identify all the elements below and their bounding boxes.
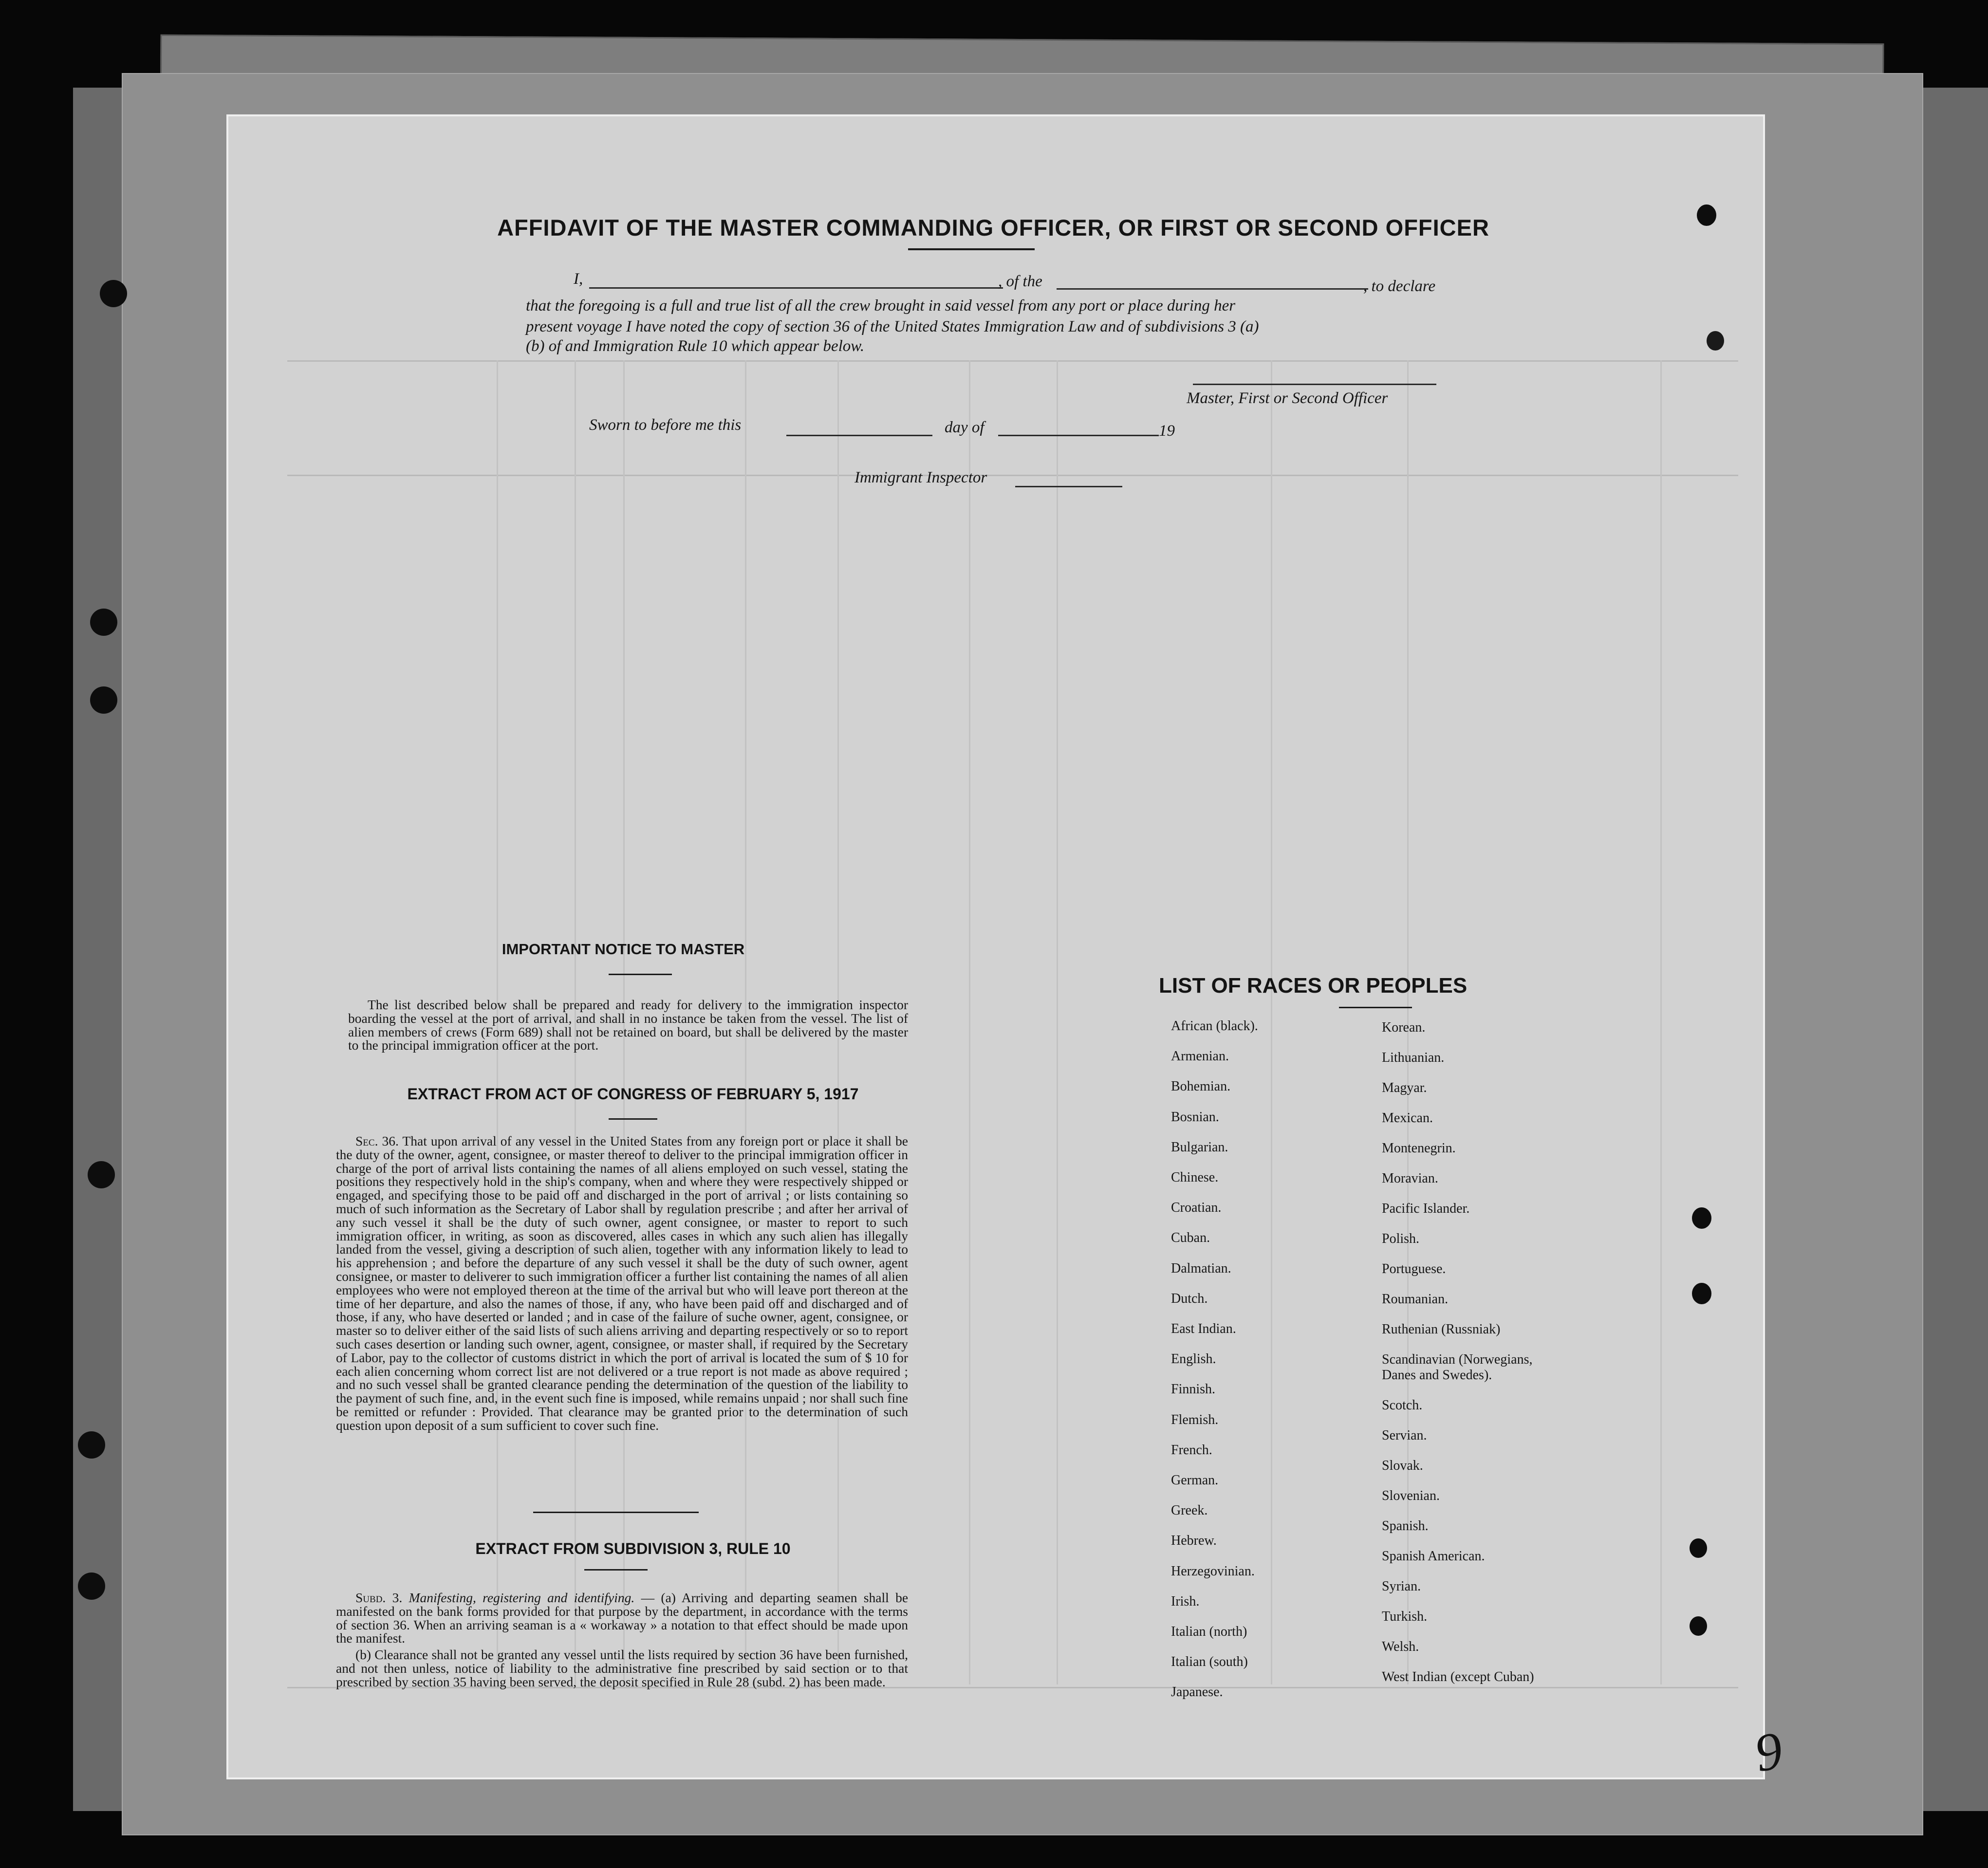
race-item: Korean.	[1382, 1020, 1426, 1035]
race-item: Flemish.	[1171, 1412, 1219, 1427]
title-rule	[908, 248, 1035, 250]
affidavit-line-3: (b) of and Immigration Rule 10 which appear below.	[526, 337, 865, 355]
race-item: Welsh.	[1382, 1639, 1419, 1654]
race-item: Slovenian.	[1382, 1488, 1440, 1503]
rule10-text-a	[336, 1591, 908, 1645]
notice-rule	[609, 974, 672, 975]
race-item: Ruthenian (Russniak)	[1382, 1322, 1501, 1337]
ghost-grid-line	[1271, 360, 1272, 1684]
sworn-month-line[interactable]	[998, 435, 1159, 436]
race-item: Lithuanian.	[1382, 1050, 1445, 1065]
year-prefix: 19	[1159, 422, 1175, 440]
affidavit-to-declare: , to declare	[1363, 277, 1436, 295]
sworn-day-line[interactable]	[786, 435, 932, 436]
punch-hole	[1692, 1207, 1711, 1229]
act-rule	[609, 1118, 657, 1120]
vessel-name-line[interactable]	[1057, 288, 1368, 290]
race-item: Bosnian.	[1171, 1110, 1219, 1125]
rule10-body-a: — (a) Arriving and departing seamen shall be manifested on the bank forms provided for that purpose by the department, in accordance with the terms of section 36. When an arriving seaman is a « workaway » a notation to that effect should be made upon the manifest.	[336, 1590, 909, 1646]
race-item: Dutch.	[1171, 1291, 1208, 1306]
punch-hole	[1690, 1616, 1707, 1636]
punch-hole	[1690, 1538, 1707, 1558]
affidavit-line-1: that the foregoing is a full and true list of all the crew brought in said vessel from any port or place during her	[526, 297, 1236, 314]
affidavit-of-the: , of the	[998, 273, 1042, 290]
race-item: Mexican.	[1382, 1110, 1433, 1126]
race-item: French.	[1171, 1443, 1212, 1458]
race-item: German.	[1171, 1473, 1219, 1488]
act-sec-label: Sec. 36.	[355, 1133, 399, 1148]
affidavit-i-label: I,	[574, 270, 583, 288]
race-item: Moravian.	[1382, 1171, 1438, 1186]
affidavit-line-2: present voyage I have noted the copy of section 36 of the United States Immigration Law and of subdivisions 3 (a)	[526, 318, 1259, 335]
inspector-signature-line[interactable]	[1015, 486, 1122, 487]
corner-number: 9	[1750, 1720, 1787, 1783]
race-item: Scotch.	[1382, 1398, 1423, 1413]
race-item: Magyar.	[1382, 1080, 1427, 1095]
master-signature-line[interactable]	[1193, 384, 1436, 385]
race-item: Herzegovinian.	[1171, 1564, 1255, 1579]
race-item: Irish.	[1171, 1594, 1200, 1609]
binder-hole	[88, 1161, 115, 1188]
race-item: Bulgarian.	[1171, 1140, 1228, 1155]
race-item: Armenian.	[1171, 1049, 1229, 1064]
race-item: Pacific Islander.	[1382, 1201, 1470, 1216]
race-item: Italian (south)	[1171, 1654, 1248, 1669]
day-of-label: day of	[945, 419, 985, 436]
race-item: Spanish.	[1382, 1518, 1429, 1534]
rule10-rule	[584, 1569, 648, 1571]
race-item: English.	[1171, 1351, 1216, 1367]
ghost-grid-line	[969, 360, 970, 1684]
punch-hole	[1692, 1283, 1711, 1304]
race-item: Scandinavian (Norwegians,	[1382, 1352, 1533, 1367]
rule10-text-b: (b) Clearance shall not be granted any vessel until the lists required by section 36 have been furnished, and not then unless, notice of liability to the administrative fine prescribed by said section or to that prescribed by section 35 having been served, the deposit specified in Rule 28 (subd. 2) has been made.	[336, 1647, 908, 1689]
ghost-grid-line	[1057, 360, 1058, 1684]
act-heading: EXTRACT FROM ACT OF CONGRESS OF FEBRUARY 5, 1917	[407, 1085, 859, 1103]
binder-hole	[78, 1431, 105, 1459]
master-signature-label: Master, First or Second Officer	[1187, 389, 1388, 407]
rule10-heading: EXTRACT FROM SUBDIVISION 3, RULE 10	[475, 1540, 791, 1557]
race-item: Cuban.	[1171, 1230, 1210, 1245]
race-item: East Indian.	[1171, 1321, 1236, 1336]
race-item: Finnish.	[1171, 1382, 1216, 1397]
race-item: Roumanian.	[1382, 1292, 1449, 1307]
race-item: African (black).	[1171, 1018, 1258, 1034]
races-heading: LIST OF RACES OR PEOPLES	[1159, 974, 1468, 998]
race-item: Montenegrin.	[1382, 1141, 1456, 1156]
race-item: Italian (north)	[1171, 1624, 1247, 1639]
race-item: Danes and Swedes).	[1382, 1368, 1492, 1383]
race-item: Slovak.	[1382, 1458, 1423, 1473]
ghost-grid-line	[287, 360, 1738, 362]
affidavit-title: AFFIDAVIT OF THE MASTER COMMANDING OFFICER, OR FIRST OR SECOND OFFICER	[497, 215, 1489, 240]
race-item: Turkish.	[1382, 1609, 1428, 1624]
ghost-grid-line	[1660, 360, 1662, 1684]
race-item: Chinese.	[1171, 1170, 1219, 1185]
race-item: Greek.	[1171, 1503, 1208, 1518]
act-end-rule	[533, 1512, 699, 1513]
race-item: Syrian.	[1382, 1579, 1421, 1594]
race-item: Servian.	[1382, 1428, 1427, 1443]
master-name-line[interactable]	[589, 287, 1003, 289]
act-text	[336, 1134, 908, 1432]
race-item: Bohemian.	[1171, 1079, 1231, 1094]
notice-heading: IMPORTANT NOTICE TO MASTER	[502, 941, 745, 958]
race-item: Croatian.	[1171, 1200, 1222, 1215]
binder-hole	[78, 1572, 105, 1600]
race-item: Dalmatian.	[1171, 1261, 1231, 1276]
act-body: That upon arrival of any vessel in the United States from any foreign port or place it shall be the duty of the owner, agent, consignee, or master thereof to deliver to the principal immigration officer in charge of the port of arrival lists containing the names of all aliens employed on such vessel, stating the positions they respectively hold in the ship's company, when and where they were respectively shipped or engaged, and specifying those to be paid off and discharged in the port of arrival ; or lists containing so much of such information as the Secretary of Labor shall by regulation prescribe ; and after her arrival of any such vessel it shall be the duty of such owner, agent consignee, or master to report to such immigration officer, in writing, as soon as discovered, alles cases in which any such alien has illegally landed from the vessel, giving a description of such alien, together with any information likely to lead to his apprehension ; and before the departure of any such vessel it shall be the duty of such owner, agent consignee, or master to deliverer to such immigration officer a further list containing the names of all alien employees who were not employed thereon at the time of the arrival but who will leave port thereon at the time of her departure, and also the names of those, if any, who have been paid off and discharged and of those, if any, who have deserted or landed ; and in case of the failure of suche owner, agent, consignee, or master so to deliver either of the said lists of such aliens arriving and departing respectively or so to report such cases desertion or landing such owner, agent, consignee, or master shall, if required by the Secretary of Labor, pay to the collector of customs district in which the port of arrival is located the sum of $ 10 for each alien concerning whom correct list are not delivered or a true report is not made as above required ; and no such vessel shall be granted clearance pending the determination of the question of the liability to the payment of such fine, and, in the event such fine is imposed, while remains unpaid ; nor shall such fine be remitted or refunder : Provided. That clearance may be granted prior to the determination of such question upon deposit of a sum sufficient to cover such fine.	[336, 1133, 908, 1433]
race-item: Japanese.	[1171, 1684, 1223, 1700]
rule10-subd-label: Subd. 3.	[355, 1590, 403, 1605]
punch-hole	[1707, 331, 1724, 351]
rule10-subd-italic: Manifesting, registering and identifying.	[409, 1590, 635, 1605]
sworn-label: Sworn to before me this	[589, 416, 742, 434]
race-item: Hebrew.	[1171, 1533, 1217, 1548]
race-item: Portuguese.	[1382, 1261, 1446, 1276]
binder-hole	[90, 609, 117, 636]
binder-hole	[90, 686, 117, 714]
race-item: Spanish American.	[1382, 1549, 1485, 1564]
ghost-grid-line	[287, 475, 1738, 476]
punch-hole	[1697, 204, 1716, 226]
race-item: Polish.	[1382, 1231, 1420, 1246]
inspector-label: Immigrant Inspector	[855, 469, 987, 486]
notice-text: The list described below shall be prepared and ready for delivery to the immigration inspector boarding the vessel at the port of arrival, and shall in no instance be taken from the vessel. The list of alien members of crews (Form 689) shall not be retained on board, but shall be delivered by the master to the principal immigration officer at the port.	[348, 997, 908, 1053]
races-rule	[1339, 1007, 1412, 1008]
race-item: West Indian (except Cuban)	[1382, 1669, 1534, 1684]
binder-hole	[100, 280, 127, 307]
